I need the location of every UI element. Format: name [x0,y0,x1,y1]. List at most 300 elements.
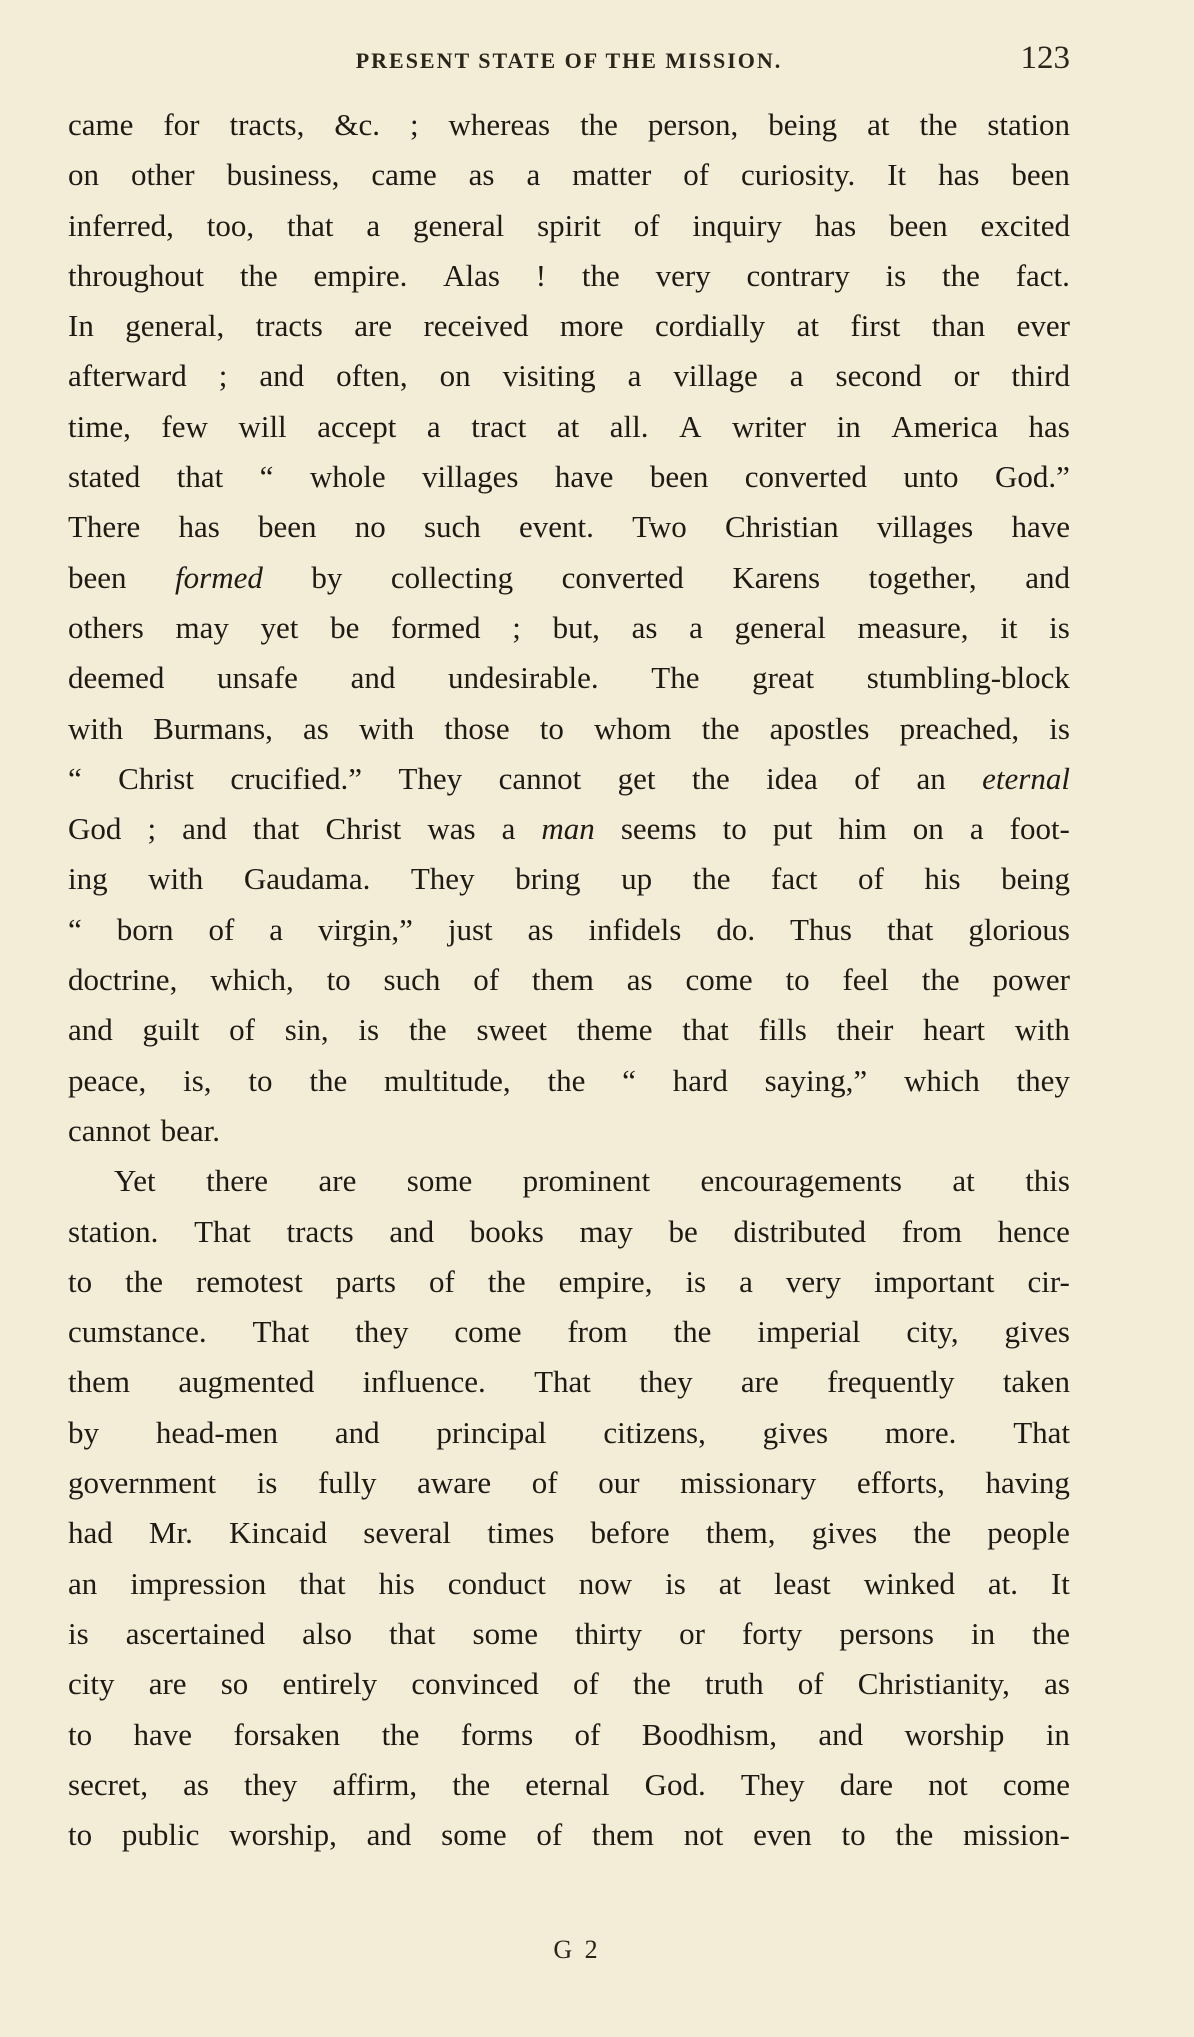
word: of [531,1465,558,1501]
word: of [572,1666,599,1702]
word: the [692,861,731,897]
word: seems [620,811,697,847]
word: the [125,1263,163,1299]
word: is, [183,1062,212,1098]
word: to [722,811,747,847]
word: influence. [362,1364,486,1400]
word: more. [884,1414,957,1450]
word: apostles [769,710,870,746]
word: is [685,1263,707,1299]
word: eternal [525,1766,610,1802]
text-line [68,1559,1070,1609]
word: throughout [68,257,205,293]
word: having [985,1465,1070,1501]
word: bring [515,861,581,897]
word: very [655,257,711,293]
word: will [238,408,287,444]
word: person, [647,107,739,142]
word: efforts, [856,1465,945,1501]
word: from [901,1213,962,1249]
word: third [1011,358,1070,394]
word: and [182,811,227,847]
word: deemed [68,660,165,696]
word: some [472,1615,538,1651]
word: hence [997,1213,1070,1249]
word: fact [771,861,818,897]
word: put [772,811,813,847]
word: they [1016,1062,1070,1098]
word: of [633,207,660,243]
text-line [68,1710,1070,1760]
word: first [850,308,901,344]
text-line [68,1207,1070,1257]
word: Christ [118,760,194,796]
word: Karens [732,559,821,595]
word: on [912,811,944,847]
text-line [68,1056,1070,1106]
text-line [68,402,1070,452]
word: dare [839,1766,894,1802]
word: or [679,1615,705,1651]
word: a [501,811,516,847]
word: the [921,962,960,998]
word: have [554,459,614,495]
word: have [1011,509,1070,545]
word: Thus [790,911,852,947]
word: with [1014,1012,1070,1048]
word: the [309,1062,348,1098]
word: ing [68,861,108,897]
word: be [668,1213,698,1249]
word: They [410,861,475,897]
word: was [427,811,476,847]
word: born [116,911,174,947]
word: the [547,1062,586,1098]
word: in [1045,1716,1070,1752]
word: unsafe [217,660,298,696]
word: eternal [982,760,1070,796]
word: to [326,962,351,998]
word: That [1013,1414,1070,1450]
word: the [913,1515,952,1551]
word: has [178,509,220,545]
word: afterward [68,358,187,394]
word: stated [68,459,141,495]
word: the [895,1817,934,1853]
word: has [938,157,980,193]
word: It [887,157,907,193]
text-line [68,150,1070,200]
word: the [673,1314,712,1350]
word: some [441,1817,507,1853]
word: a [739,1263,753,1299]
word: sweet [476,1012,548,1048]
word: not [683,1817,724,1853]
word: been [258,509,317,545]
word: to [68,1263,93,1299]
word: are [148,1666,187,1702]
word: virgin,” [317,911,413,947]
word: remotest [195,1263,303,1299]
word: as [468,157,495,193]
word: the [487,1263,526,1299]
word: at [952,1163,975,1199]
word: and [350,660,396,696]
text-line [68,1005,1070,1055]
word: visiting [502,358,596,394]
word: to [539,710,564,746]
word: some [406,1163,473,1199]
word: is [68,1615,89,1651]
word: converted [561,559,684,595]
word: that [286,207,334,243]
word: whom [593,710,672,746]
word: being [1001,861,1070,897]
word: them [531,962,594,998]
word: Christianity, [857,1666,1010,1702]
word: more [559,308,624,344]
word: gives [1004,1314,1070,1350]
word: of [229,1012,255,1048]
word: spirit [537,207,601,243]
word: at [867,107,890,142]
word: has [1028,408,1070,444]
word: second [835,358,922,394]
word: the [691,760,730,796]
word: of [536,1817,563,1853]
word: as [626,962,653,998]
word: Alas [443,257,500,293]
text-line [68,251,1070,301]
word: guilt [142,1012,200,1048]
word: crucified.” [230,760,363,796]
word: winked [863,1565,955,1601]
text-line [68,1458,1070,1508]
word: “ [68,760,82,796]
word: great [752,660,815,696]
word: other [130,157,195,193]
word: of [574,1716,601,1752]
word: Burmans, [153,710,273,746]
text-line [68,1760,1070,1810]
word: yet [260,609,299,645]
word: they [639,1364,693,1400]
word: America [891,408,998,444]
word: fills [758,1012,807,1048]
word: curiosity. [741,157,856,193]
running-title: PRESENT STATE OF THE MISSION. [355,48,783,73]
word: city, [906,1314,959,1350]
word: formed [175,559,263,595]
word: the [919,107,958,142]
word: least [773,1565,831,1601]
word: and [818,1716,864,1752]
word: ; [147,811,157,847]
word: together, [868,559,977,595]
word: in [836,408,861,444]
word: The [651,660,700,696]
word: others [68,609,144,645]
word: converted [744,459,867,495]
word: worship [904,1716,1005,1752]
word: event. [518,509,594,545]
word: of [683,157,710,193]
word: come [1002,1766,1070,1802]
word: undesirable. [447,660,599,696]
word: feel [842,962,889,998]
word: the [581,257,620,293]
word: been [68,559,127,595]
word: ! [535,257,547,293]
text-line [68,804,1070,854]
word: him [838,811,887,847]
signature-mark [0,1935,1194,1965]
text-line [68,502,1070,552]
word: head-men [155,1414,279,1450]
word: city [68,1666,115,1702]
word: do. [716,911,756,947]
word: that [682,1012,729,1048]
word: few [161,408,208,444]
word: secret, [68,1766,149,1802]
word: the [580,107,618,142]
word: Kincaid [228,1515,328,1551]
word: to [841,1817,866,1853]
word: general [413,207,505,243]
word: the [942,257,980,293]
text-line [68,1106,1070,1156]
word: important [873,1263,995,1299]
word: heart [923,1012,986,1048]
word: saying,” [764,1062,868,1098]
word: citizens, [603,1414,706,1450]
word: A [679,408,702,444]
word: a [526,157,541,193]
word: glorious [968,911,1070,947]
text-line [68,704,1070,754]
word: a [627,358,642,394]
word: truth [705,1666,764,1702]
word: so [220,1666,249,1702]
word: Gaudama. [243,861,371,897]
word: doctrine, [68,962,178,998]
word: “ [68,911,82,947]
word: from [567,1314,628,1350]
text-line [68,854,1070,904]
word: get [617,760,656,796]
word: cordially [655,308,766,344]
word: entirely [282,1666,378,1702]
word: affirm, [332,1766,418,1802]
word: books [469,1213,544,1249]
word: Yet [114,1163,156,1199]
word: on [68,157,99,193]
word: too, [206,207,255,243]
word: cannot [498,760,582,796]
word: missionary [680,1465,817,1501]
word: an [68,1565,98,1601]
word: this [1025,1163,1070,1199]
word: a [366,207,381,243]
word: up [621,861,653,897]
word: taken [1002,1364,1070,1400]
word: idea [766,760,818,796]
word: the [381,1716,420,1752]
word: as [183,1766,209,1802]
text-line [68,1659,1070,1709]
word: Boodhism, [641,1716,777,1752]
word: ; [512,609,521,645]
text-line [68,1810,1070,1860]
word: of [854,760,881,796]
word: by [311,559,343,595]
word: had [68,1515,113,1551]
word: collecting [390,559,514,595]
page-number: 123 [1020,40,1070,76]
word: and [68,1012,113,1048]
word: general [734,609,826,645]
word: man [541,811,595,847]
word: is [1049,609,1070,645]
word: as [1044,1666,1070,1702]
text-line [68,1408,1070,1458]
word: came [68,107,134,142]
word: There [68,509,141,545]
word: the [1032,1615,1070,1651]
word: by [68,1414,99,1450]
word: as [631,609,658,645]
word: They [398,760,463,796]
word: ; [409,107,419,142]
word: general, [125,308,225,344]
word: fully [317,1465,377,1501]
text-line [68,1156,1070,1206]
word: of [858,861,884,897]
word: his [924,861,961,897]
word: several [363,1515,452,1551]
word: hard [672,1062,728,1098]
text-line [68,1257,1070,1307]
word: cannot [68,1112,151,1148]
word: encouragements [700,1163,902,1199]
word: tracts, [229,107,305,142]
word: with [358,710,415,746]
word: to [785,962,810,998]
word: and [1025,559,1070,595]
word: in [970,1615,996,1651]
word: frequently [827,1364,955,1400]
word: that [176,459,224,495]
word: and [366,1817,412,1853]
word: may [175,609,229,645]
word: be [330,609,360,645]
word: business, [226,157,340,193]
word: peace, [68,1062,147,1098]
word: excited [980,207,1070,243]
word: an [916,760,946,796]
word: parts [335,1263,396,1299]
word: all. [609,408,649,444]
word: tracts [286,1213,354,1249]
word: prominent [522,1163,651,1199]
word: principal [436,1414,547,1450]
word: That [534,1364,591,1400]
word: a [426,408,441,444]
word: not [928,1766,968,1802]
word: are [318,1163,357,1199]
word: they [244,1766,298,1802]
word: That [194,1213,251,1249]
word: such [383,962,441,998]
word: even [753,1817,812,1853]
word: mission- [963,1817,1070,1853]
word: to [248,1062,273,1098]
word: with [148,861,204,897]
word: matter [572,157,652,193]
running-head [68,40,1070,80]
word: a [969,811,984,847]
word: that [886,911,934,947]
word: are [740,1364,779,1400]
word: that [252,811,300,847]
word: also [302,1615,353,1651]
word: distributed [733,1213,867,1249]
word: ascertained [125,1615,266,1651]
word: persons [839,1615,934,1651]
word: &c. [334,107,380,142]
word: come [454,1314,522,1350]
word: that [389,1615,436,1651]
word: now [578,1565,633,1601]
word: ever [1016,308,1070,344]
word: have [133,1716,193,1752]
word: unto [903,459,959,495]
word: the [239,257,278,293]
word: village [673,358,758,394]
word: the [408,1012,447,1048]
word: ; [218,358,228,394]
word: on [439,358,471,394]
word: formed [391,609,481,645]
word: for [163,107,200,142]
word: impression [130,1565,267,1601]
word: the [632,1666,671,1702]
word: station [987,107,1070,142]
word: In [68,308,94,344]
word: of [797,1666,824,1702]
text-line [68,201,1070,251]
word: contrary [746,257,850,293]
word: That [252,1314,310,1350]
word: villages [422,459,519,495]
word: power [992,962,1070,998]
word: measure, [857,609,969,645]
word: and [259,358,305,394]
word: of [473,962,500,998]
word: come [685,962,753,998]
word: God [68,811,122,847]
word: as [527,911,554,947]
word: been [649,459,709,495]
word: very [785,1263,841,1299]
word: our [598,1465,640,1501]
word: them, [705,1515,776,1551]
word: been [1011,157,1070,193]
text-line [68,1508,1070,1558]
word: than [931,308,986,344]
word: people [987,1515,1070,1551]
word: them [68,1364,130,1400]
